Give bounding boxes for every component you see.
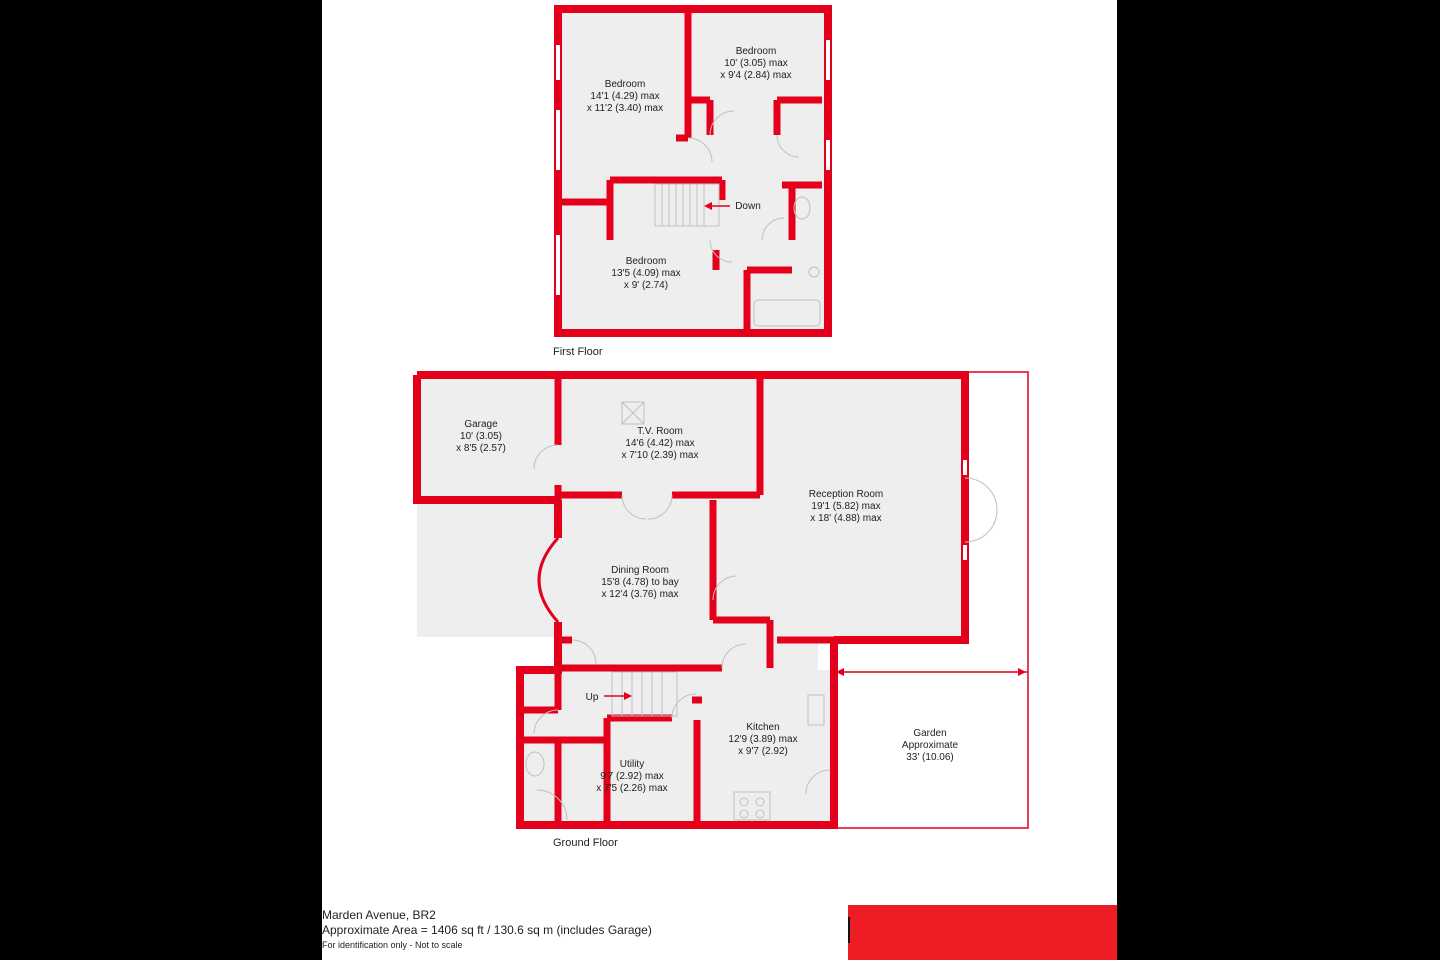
room-dim: x 9' (2.74) (623, 280, 669, 291)
room-name: Kitchen (746, 722, 780, 733)
ground-floor-label: Ground Floor (553, 837, 618, 849)
room-name: Garden (913, 728, 947, 739)
room-name: Bedroom (625, 256, 667, 267)
room-dim: 19'1 (5.82) max (811, 501, 881, 512)
plan-footer (322, 908, 842, 952)
room-garden (902, 728, 959, 763)
room-dim: x 18' (4.88) max (810, 513, 882, 524)
room-dim: 10' (3.05) max (724, 58, 788, 69)
room-dim: 9'7 (2.92) max (600, 771, 664, 782)
first-floor-label: First Floor (553, 346, 603, 358)
down-label: Down (735, 201, 761, 212)
room-dim: x 9'4 (2.84) max (720, 70, 792, 81)
room-dim: 14'6 (4.42) max (625, 438, 695, 449)
room-dim: x 12'4 (3.76) max (601, 589, 679, 600)
approximate-area: Approximate Area = 1406 sq ft / 130.6 sq m (includes Garage) (322, 923, 652, 937)
room-dim: 15'8 (4.78) to bay (601, 577, 679, 588)
room-dim: 13'5 (4.09) max (611, 268, 681, 279)
floorplan-drawing (322, 0, 1117, 905)
room-name: Bedroom (735, 46, 777, 57)
room-dim: Approximate (901, 740, 959, 751)
room-dim: x 7'10 (2.39) max (621, 450, 699, 461)
room-dim: x 9'7 (2.92) (738, 746, 788, 757)
room-dim: x 11'2 (3.40) max (586, 103, 664, 114)
room-name: Reception Room (808, 489, 884, 500)
brand-logo-block (848, 905, 1117, 960)
up-label: Up (585, 692, 599, 703)
room-dim: 12'9 (3.89) max (728, 734, 798, 745)
room-dim: x 7'5 (2.26) max (596, 783, 668, 794)
room-dining-room (601, 565, 679, 600)
floorplan-sheet (322, 0, 1117, 960)
room-dim: 14'1 (4.29) max (590, 91, 660, 102)
room-reception-room (809, 489, 883, 524)
room-name: T.V. Room (637, 426, 683, 437)
room-name: Bedroom (604, 79, 646, 90)
room-name: Dining Room (611, 565, 669, 576)
disclaimer-note: For identification only - Not to scale (322, 940, 463, 950)
room-dim: 10' (3.05) (460, 431, 502, 442)
room-dim: x 8'5 (2.57) (456, 443, 506, 454)
room-name: Garage (464, 419, 498, 430)
patio-doors (965, 478, 997, 542)
property-address: Marden Avenue, BR2 (322, 908, 436, 922)
room-dim: 33' (10.06) (906, 752, 954, 763)
ground-floor-plan (417, 372, 1028, 849)
first-floor-plan (553, 9, 828, 358)
room-name: Utility (619, 759, 645, 770)
